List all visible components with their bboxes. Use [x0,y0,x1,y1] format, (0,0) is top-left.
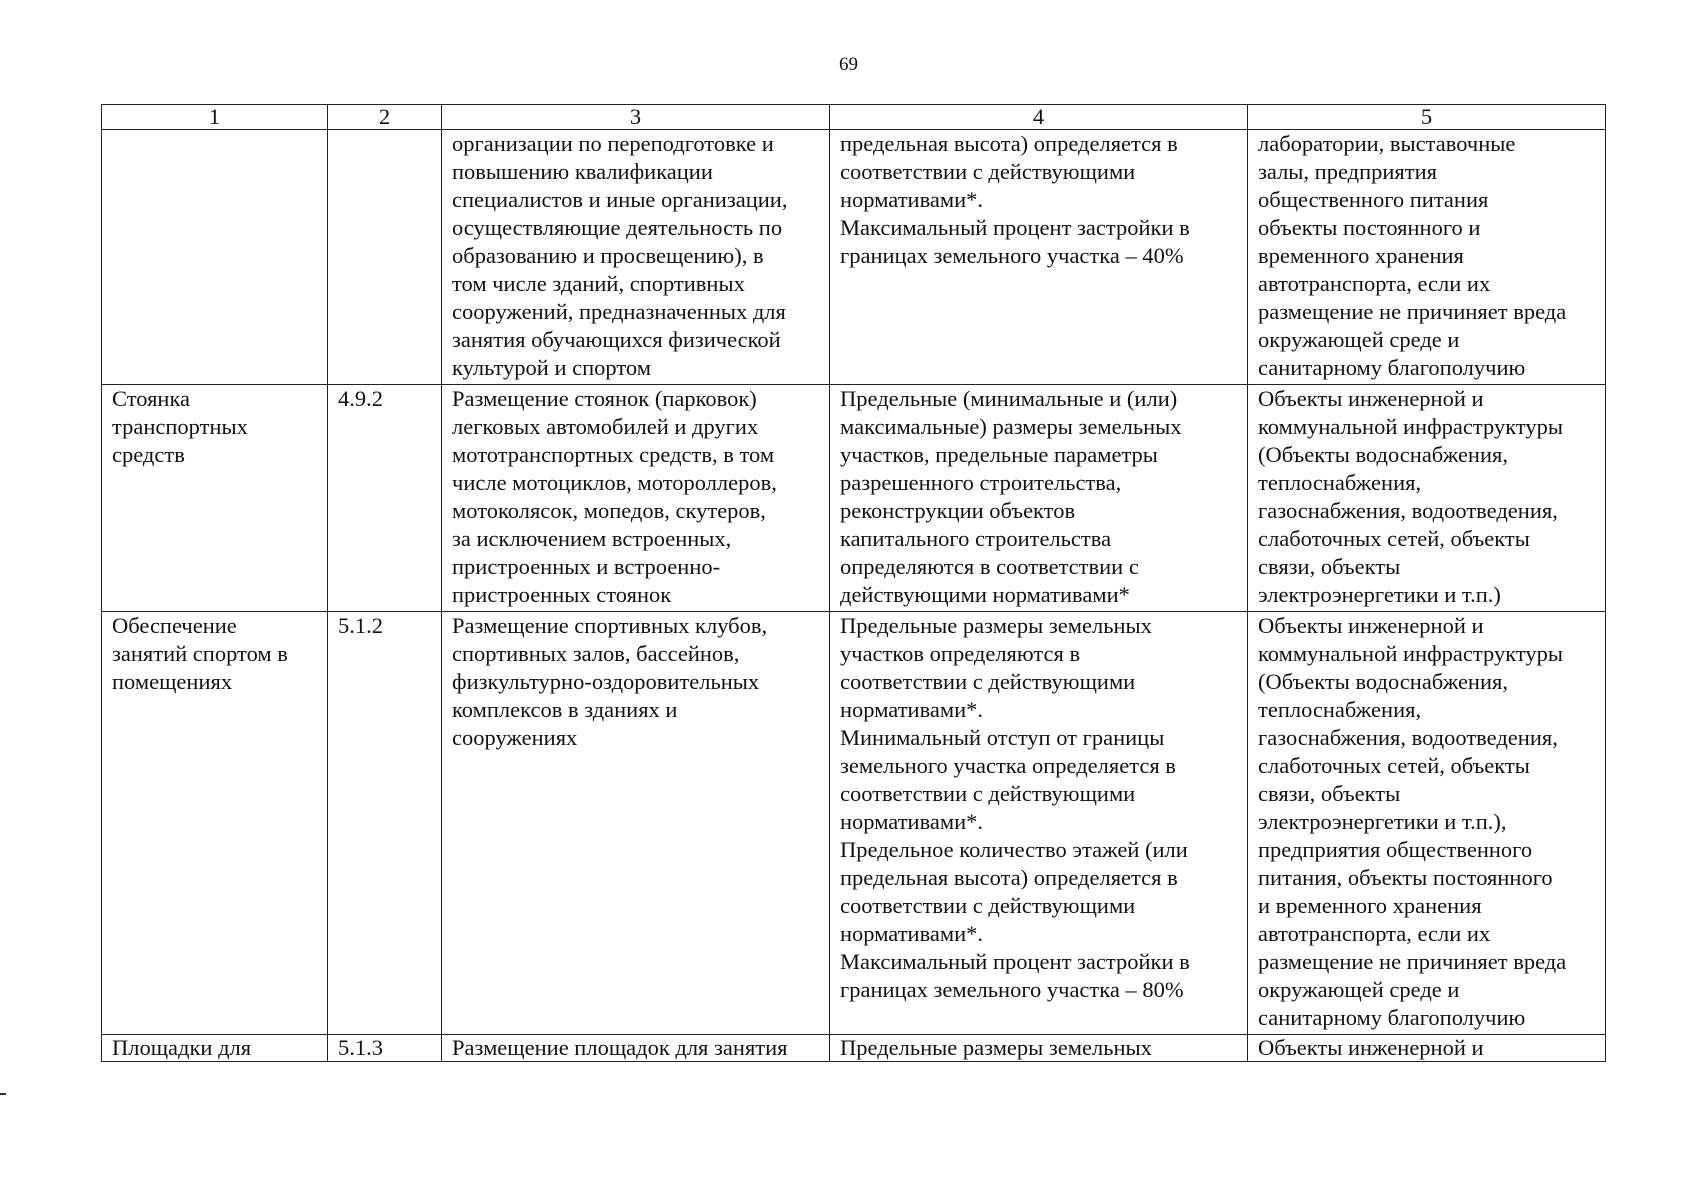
use-code-cell: 5.1.3 [328,1035,442,1062]
parameters-cell: предельная высота) определяется в соответствии с действующими нормативами*. Максимальный процент застройки в границах земельного участка – 40% [830,130,1248,385]
table-row [102,130,1606,385]
use-name-cell [102,130,328,385]
use-description-cell: Размещение стоянок (парковок) легковых автомобилей и других мототранспортных средств, в том числе мотоциклов, мотороллеров, мотоколясок, мопедов, скутеров, за исключением встроенных, пристроенных и встроенно- пристроенных стоянок [442,385,830,612]
auxiliary-uses-cell: лаборатории, выставочные залы, предприятия общественного питания объекты постоянного и временного хранения автотранспорта, если их размещение не причиняет вреда окружающей среде и санитарному благополучию [1248,130,1606,385]
land-use-table [101,104,1606,1062]
use-name-cell: Обеспечение занятий спортом в помещениях [102,612,328,1035]
auxiliary-uses-cell: Объекты инженерной и коммунальной инфраструктуры (Объекты водоснабжения, теплоснабжения, газоснабжения, водоотведения, слаботочных сетей, объекты связи, объекты электроэнергетики и т.п.), предприятия общественного питания, объекты постоянного и временного хранения автотранспорта, если их размещение не причиняет вреда окружающей среде и санитарному благополучию [1248,612,1606,1035]
use-name-cell: Стоянка транспортных средств [102,385,328,612]
header-cell: 4 [830,105,1248,130]
scan-mark [0,1093,6,1095]
table-row [102,1035,1606,1062]
use-description-cell: организации по переподготовке и повышению квалификации специалистов и иные организации, осуществляющие деятельность по образованию и просвещению), в том числе зданий, спортивных сооружений, предназначенных для занятия обучающихся физической культурой и спортом [442,130,830,385]
use-name-cell: Площадки для [102,1035,328,1062]
header-cell: 1 [102,105,328,130]
header-cell: 5 [1248,105,1606,130]
parameters-cell: Предельные размеры земельных [830,1035,1248,1062]
use-code-cell: 5.1.2 [328,612,442,1035]
table-row [102,385,1606,612]
table-header-row [102,105,1606,130]
use-code-cell: 4.9.2 [328,385,442,612]
table-row [102,612,1606,1035]
use-code-cell [328,130,442,385]
parameters-cell: Предельные размеры земельных участков определяются в соответствии с действующими нормативами*. Минимальный отступ от границы земельного участка определяется в соответствии с действующими нормативами*. Предельное количество этажей (или предельная высота) определяется в соответствии с действующими нормативами*. Максимальный процент застройки в границах земельного участка – 80% [830,612,1248,1035]
auxiliary-uses-cell: Объекты инженерной и [1248,1035,1606,1062]
header-cell: 3 [442,105,830,130]
auxiliary-uses-cell: Объекты инженерной и коммунальной инфраструктуры (Объекты водоснабжения, теплоснабжения, газоснабжения, водоотведения, слаботочных сетей, объекты связи, объекты электроэнергетики и т.п.) [1248,385,1606,612]
parameters-cell: Предельные (минимальные и (или) максимальные) размеры земельных участков, предельные параметры разрешенного строительства, реконструкции объектов капитального строительства определяются в соответствии с действующими нормативами* [830,385,1248,612]
page-number: 69 [839,54,858,75]
use-description-cell: Размещение площадок для занятия [442,1035,830,1062]
use-description-cell: Размещение спортивных клубов, спортивных залов, бассейнов, физкультурно-оздоровительных комплексов в зданиях и сооружениях [442,612,830,1035]
header-cell: 2 [328,105,442,130]
